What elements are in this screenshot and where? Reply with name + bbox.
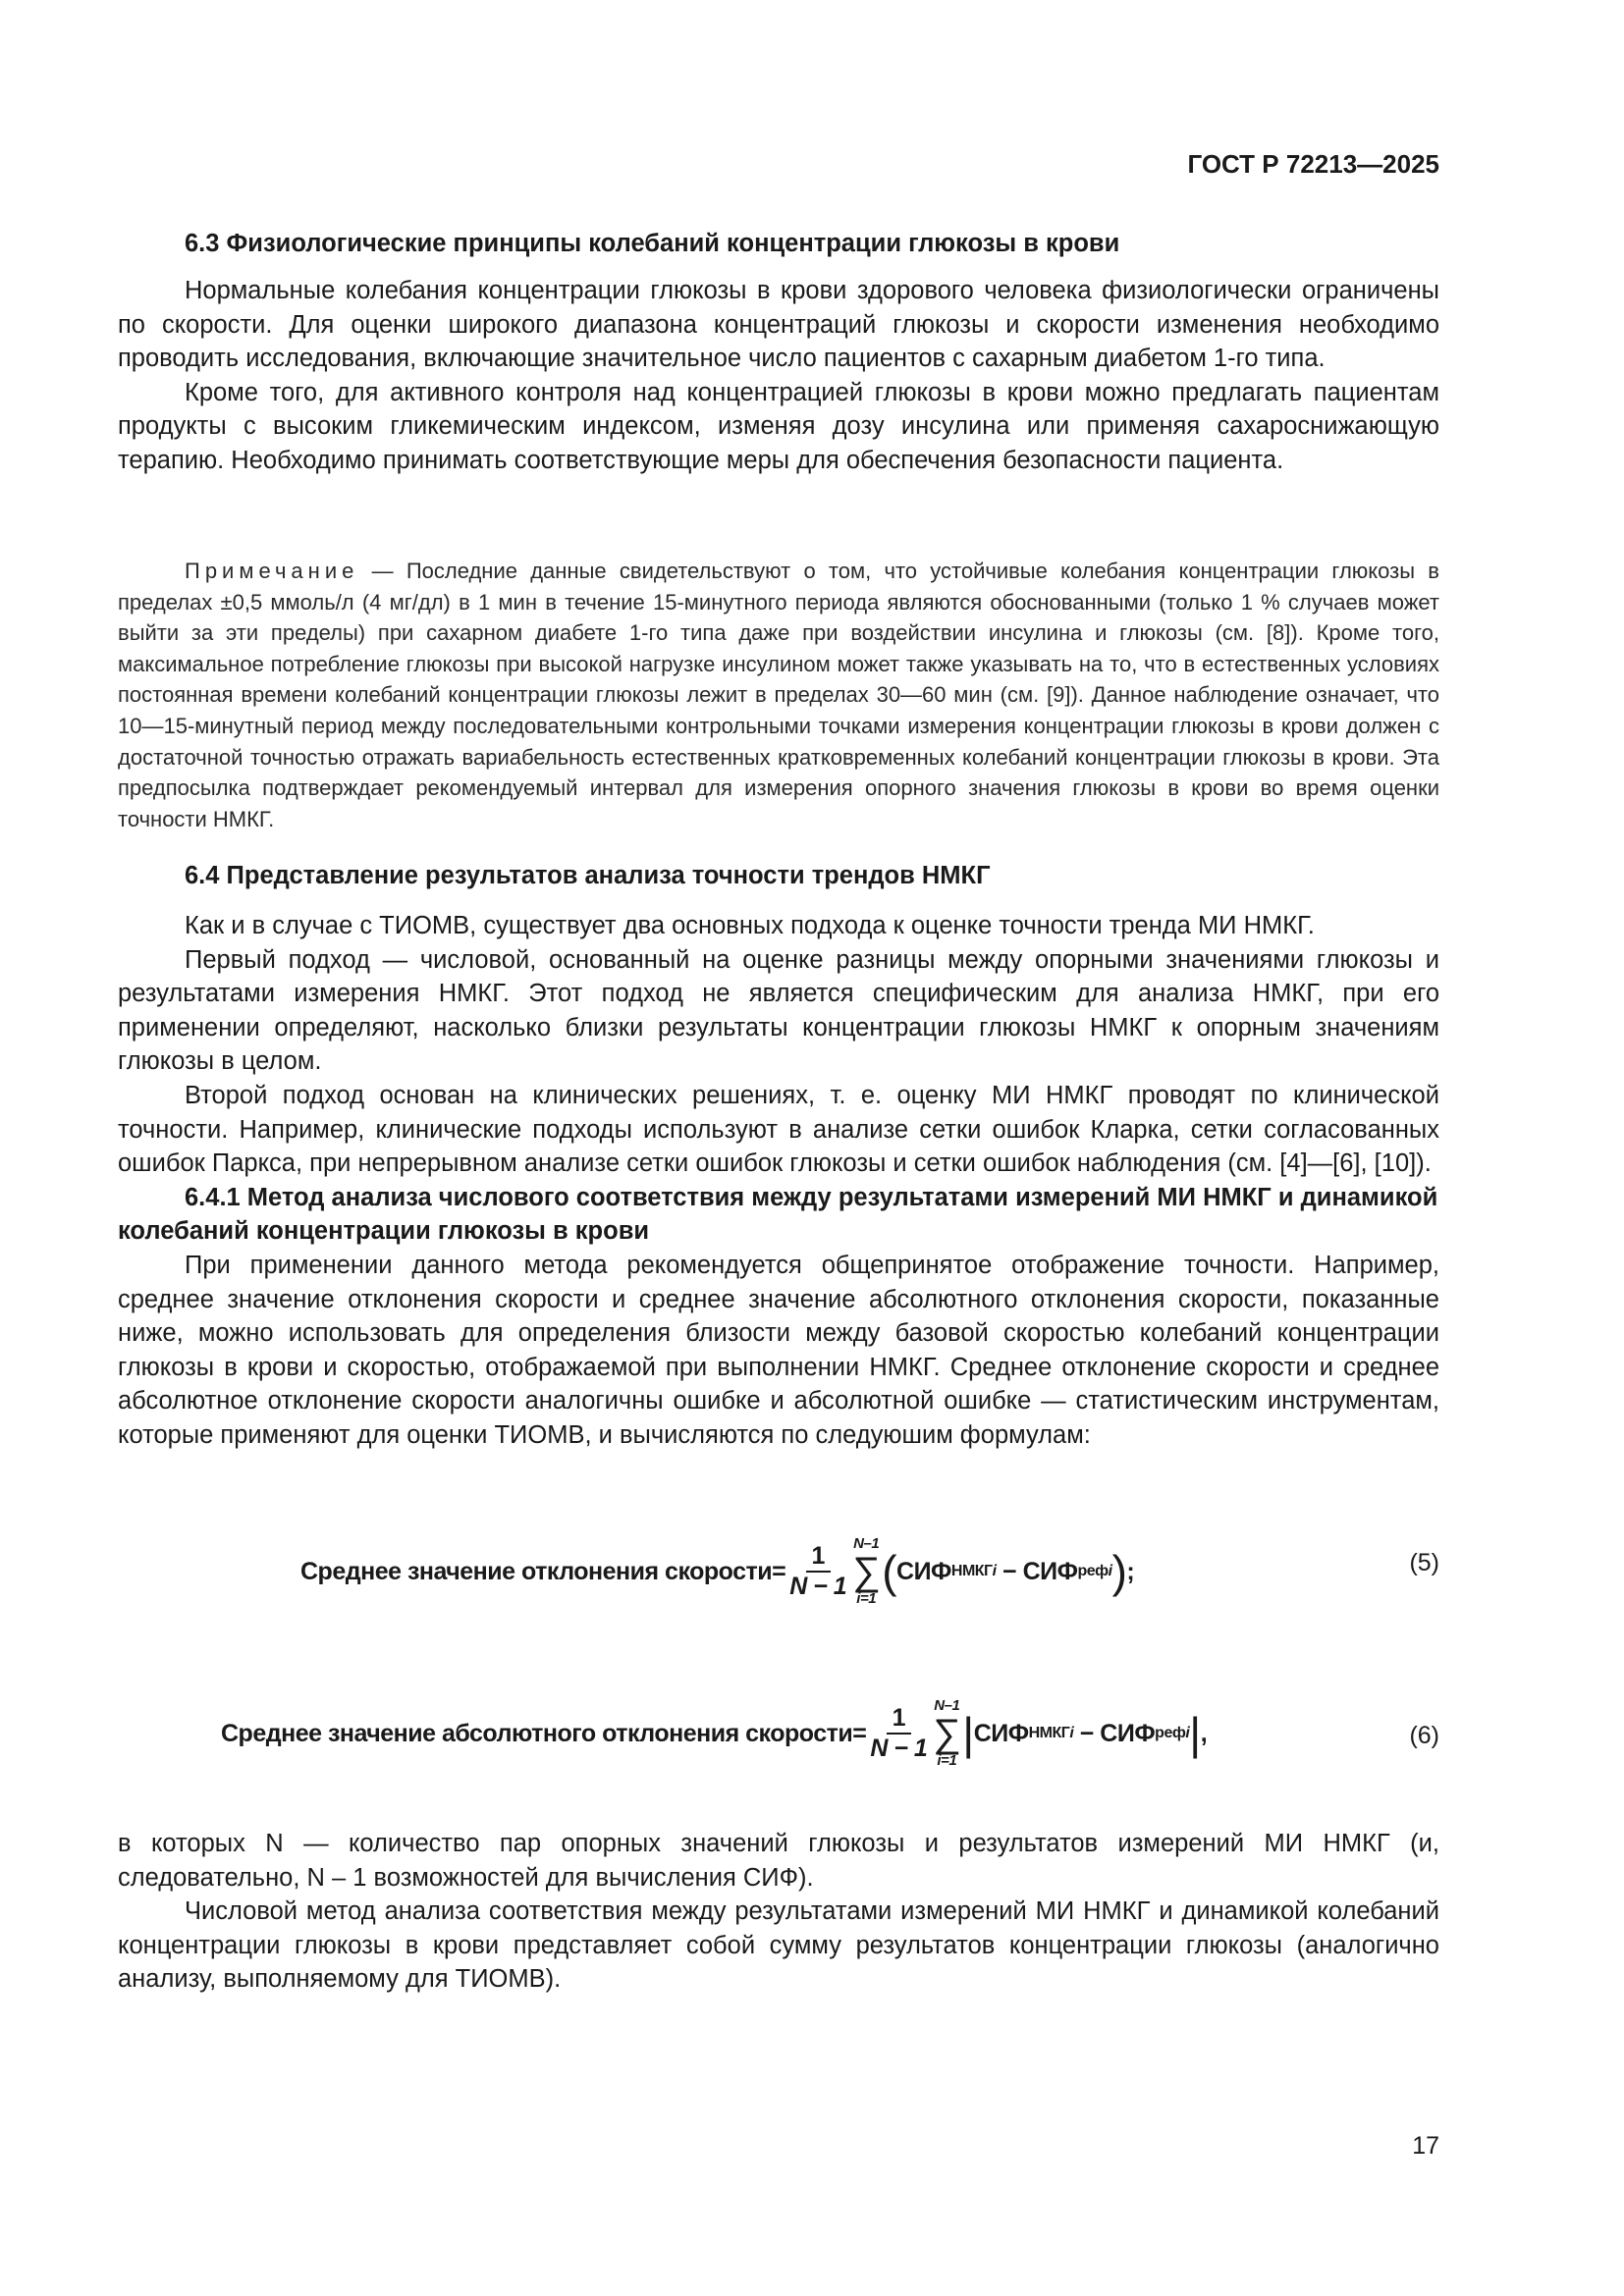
document-id-header: ГОСТ Р 72213—2025 <box>1187 149 1439 179</box>
formula-5: Среднее значение отклонения скорости = $\frac{1}{N - 1}$ N–1 ∑ i=1 ( СИФ НМКГi − СИФ рефi ) ; <box>300 1535 1135 1607</box>
sigma-icon: ∑ <box>852 1550 881 1593</box>
abs-close: | <box>1189 1708 1201 1759</box>
denominator: N − 1 <box>789 1573 847 1600</box>
subsection-heading: 6.4.1 Метод анализа числового соответствия между результатами измерений МИ НМКГ и динамикой колебаний концентрации глюкозы в крови <box>118 1183 1438 1246</box>
note-text: — Последние данные свидетельствуют о том, что устойчивые колебания концентрации глюкозы в пределах ±0,5 ммоль/л (4 мг/дл) в 1 мин в течение 15-минутного периода являются обоснованными (только 1 % случаев может выйти за эти пределы) при сахарном диабете 1-го типа даже при воздействии инсулина и глюкозы (см. [8]). Кроме того, максимальное потребление глюкозы при высокой нагрузке инсулином может также указывать на то, что в естественных условиях постоянная времени колебаний концентрации глюкозы лежит в пределах 30—60 мин (см. [9]). Данное наблюдение означает, что 10—15-минутный период между последовательными контрольными точками измерения концентрации глюкозы в крови должен с достаточной точностью отражать вариабельность естественных кратковременных колебаний концентрации глюкозы в крови. Эта предпосылка подтверждает рекомендуемый интервал для измерения опорного значения глюкозы в крови во время оценки точности НМКГ. <box>118 559 1439 831</box>
fraction <box>870 1704 927 1763</box>
paragraph: Числовой метод анализа соответствия между результатами измерений МИ НМКГ и динамикой колебаний концентрации глюкозы в крови представляет собой сумму результатов концентрации глюкозы (аналогично анализу, выполняемому для ТИОМВ). <box>118 1897 1439 1994</box>
paragraph: Второй подход основан на клинических решениях, т. е. оценку МИ НМКГ проводят по клинической точности. Например, клинические подходы используют в анализе сетки ошибок Кларка, сетки согласованных ошибок Паркса, при непрерывном анализе сетки ошибок глюкозы и сетки ошибок наблюдения (см. [4]—[6], [10]). <box>118 1081 1439 1178</box>
paragraph: Нормальные колебания концентрации глюкозы в крови здорового человека физиологически ограничены по скорости. Для оценки широкого диапазона концентраций глюкозы и скорости изменения необходимо проводить исследования, включающие значительное число пациентов с сахарным диабетом 1-го типа. <box>118 277 1439 373</box>
equals-sign: = <box>772 1557 786 1585</box>
section-6-4 <box>118 859 1439 893</box>
numerator: 1 <box>887 1704 911 1735</box>
formula-6: Среднее значение абсолютного отклонения скорости = $\frac{1}{N - 1}$ N–1 ∑ i=1 | СИФ НМКГi − СИФ рефi | , <box>221 1697 1208 1769</box>
sum-lower: i=1 <box>856 1590 877 1607</box>
section-6-3 <box>118 227 1439 261</box>
sub-nmkg: НМКГ <box>950 1563 993 1579</box>
paren-open: ( <box>882 1546 897 1597</box>
sif: СИФ <box>1100 1719 1156 1747</box>
page-number: 17 <box>1412 2132 1439 2160</box>
equation-number: (5) <box>1409 1549 1439 1576</box>
sif: СИФ <box>973 1719 1029 1747</box>
abs-open: | <box>962 1708 974 1759</box>
note-label: Примечание <box>185 559 359 583</box>
sif: СИФ <box>896 1557 951 1585</box>
index: i <box>992 1563 997 1579</box>
paragraph: Кроме того, для активного контроля над концентрацией глюкозы в крови можно предлагать пациентам продукты с высоким гликемическим индексом, изменяя дозу инсулина или применяя сахароснижающую терапию. Необходимо принимать соответствующие меры для обеспечения безопасности пациента. <box>118 378 1439 474</box>
section-6-3-body <box>118 274 1439 478</box>
minus: − <box>996 1557 1023 1585</box>
sum-lower: i=1 <box>937 1752 957 1769</box>
paragraph: При применении данного метода рекомендуется общепринятое отображение точности. Например, среднее значение отклонения скорости и среднее значение абсолютного отклонения скорости, показанные ниже, можно использовать для определения близости между базовой скоростью колебаний концентрации глюкозы в крови и скоростью, отображаемой при выполнении НМКГ. Среднее отклонение скорости и среднее абсолютное отклонение скорости аналогичны ошибке и абсолютной ошибке — статистическим инструментам, которые применяют для оценки ТИОМВ, и вычисляются по следуюшим формулам: <box>118 1251 1439 1449</box>
sub-ref: реф <box>1077 1563 1109 1579</box>
paragraph: в которых N — количество пар опорных значений глюкозы и результатов измерений МИ НМКГ (и, следовательно, N – 1 возможностей для вычисления СИФ). <box>118 1830 1439 1892</box>
note <box>118 556 1439 834</box>
sum-upper: N–1 <box>934 1697 960 1714</box>
summation <box>852 1536 880 1607</box>
index: i <box>1069 1725 1074 1741</box>
section-6-4-body <box>118 909 1439 1453</box>
equals-sign: = <box>852 1719 867 1747</box>
formula-lhs: Среднее значение отклонения скорости <box>300 1557 773 1585</box>
index: i <box>1108 1563 1112 1579</box>
sigma-icon: ∑ <box>933 1712 961 1755</box>
denominator: N − 1 <box>870 1735 928 1762</box>
index: i <box>1185 1725 1190 1741</box>
closing-paragraphs <box>118 1827 1439 1997</box>
fraction <box>789 1542 846 1601</box>
sum-upper: N–1 <box>853 1535 880 1552</box>
section-heading: 6.4 Представление результатов анализа точности трендов НМКГ <box>185 862 991 889</box>
summation <box>933 1698 960 1769</box>
sub-nmkg: НМКГ <box>1028 1725 1070 1741</box>
paragraph: Как и в случае с ТИОМВ, существует два основных подхода к оценке точности тренда МИ НМКГ. <box>185 912 1315 939</box>
paragraph: Первый подход — числовой, основанный на оценке разницы между опорными значениями глюкозы и результатами измерения НМКГ. Этот подход не является специфическим для анализа НМКГ, при его применении определяют, насколько близки результаты концентрации глюкозы НМКГ к опорным значениям глюкозы в целом. <box>118 945 1439 1076</box>
equation-number: (6) <box>1409 1722 1439 1749</box>
sif: СИФ <box>1022 1557 1078 1585</box>
minus: − <box>1073 1719 1101 1747</box>
section-heading: 6.3 Физиологические принципы колебаний концентрации глюкозы в крови <box>185 230 1120 257</box>
numerator: 1 <box>806 1542 831 1573</box>
formula-lhs: Среднее значение абсолютного отклонения скорости <box>221 1719 853 1747</box>
paren-close: ) <box>1111 1546 1127 1597</box>
sub-ref: реф <box>1155 1725 1186 1741</box>
